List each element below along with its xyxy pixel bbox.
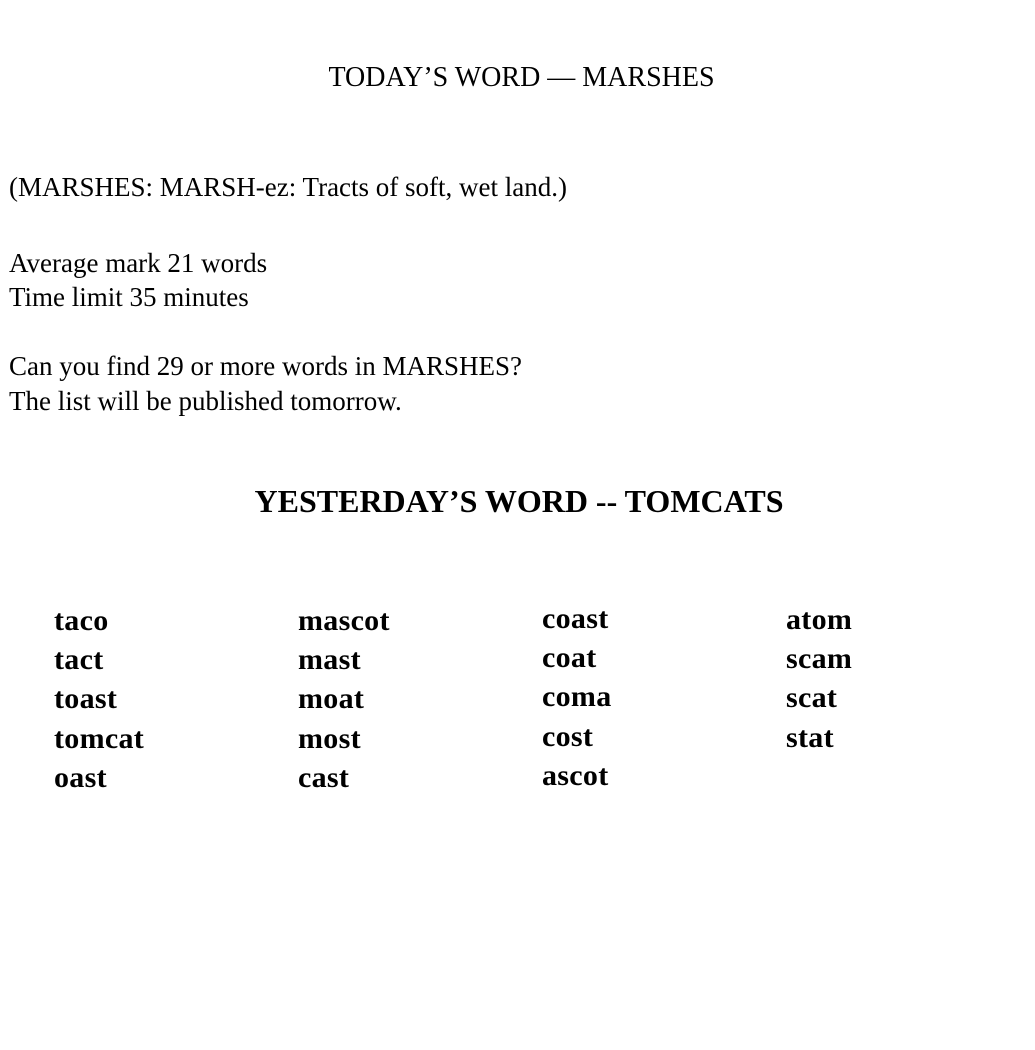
word-list-item: taco	[54, 604, 109, 637]
word-column-2	[298, 601, 390, 797]
word-list-item: scam	[786, 642, 853, 676]
word-list-item: mast	[298, 643, 361, 677]
word-list-item: tact	[54, 643, 104, 677]
word-definition: (MARSHES: MARSH-ez: Tracts of soft, wet land.)	[9, 172, 567, 202]
word-column-1	[54, 601, 144, 797]
word-list-item: mascot	[298, 604, 390, 637]
yesterdays-word-title: YESTERDAY’S WORD -- TOMCATS	[254, 483, 784, 519]
word-list-item: atom	[786, 603, 853, 636]
yesterdays-word-list	[0, 597, 1035, 817]
word-list-item: oast	[54, 760, 107, 794]
publish-note: The list will be published tomorrow.	[9, 386, 402, 416]
word-list-item: moat	[298, 682, 365, 716]
average-mark: Average mark 21 words	[9, 248, 268, 278]
word-list-item: coat	[542, 641, 597, 675]
word-list-item: tomcat	[54, 721, 145, 755]
word-list-item: coma	[542, 680, 612, 714]
word-list-item: ascot	[542, 758, 609, 792]
todays-word-title: TODAY’S WORD — MARSHES	[328, 62, 715, 93]
word-column-3	[542, 599, 612, 795]
word-list-item: scat	[786, 681, 838, 715]
word-list-item: toast	[54, 682, 118, 716]
word-list-item: most	[298, 721, 361, 755]
word-list-item: stat	[786, 720, 834, 754]
word-list-item: cast	[298, 760, 350, 794]
word-list-item: cost	[542, 719, 594, 753]
word-list-item: coast	[542, 602, 609, 635]
word-column-4	[786, 600, 852, 757]
time-limit: Time limit 35 minutes	[9, 282, 249, 312]
challenge-text: Can you find 29 or more words in MARSHES?	[9, 351, 522, 381]
